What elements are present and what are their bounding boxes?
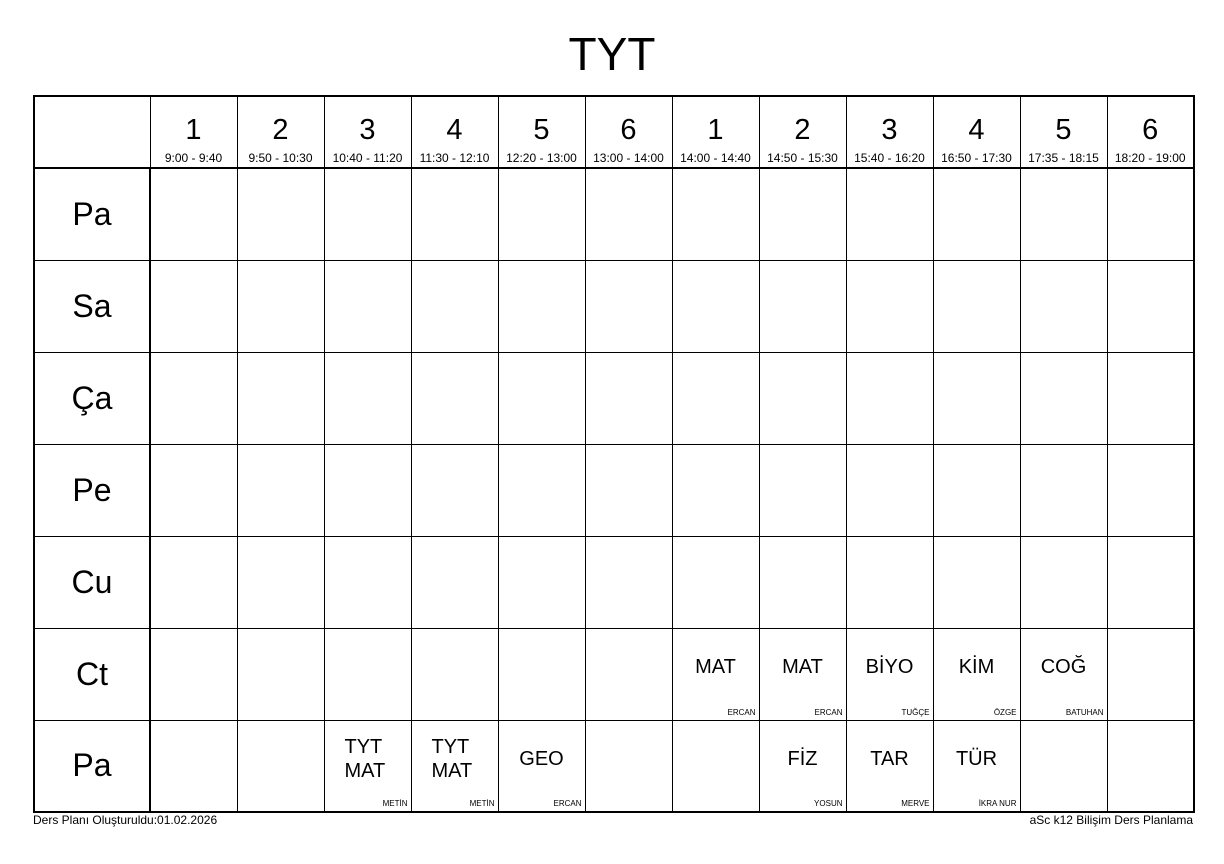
period-number: 6 xyxy=(1142,114,1159,146)
period-number: 3 xyxy=(881,114,898,146)
empty-lesson-cell xyxy=(672,720,759,812)
empty-lesson-cell xyxy=(150,352,237,444)
lesson-cell xyxy=(411,720,498,812)
empty-lesson-cell xyxy=(237,720,324,812)
empty-lesson-cell xyxy=(237,352,324,444)
empty-lesson-cell xyxy=(672,260,759,352)
lesson-cell xyxy=(759,628,846,720)
empty-lesson-cell xyxy=(585,168,672,260)
period-time: 10:40 - 11:20 xyxy=(332,151,403,165)
empty-lesson-cell xyxy=(237,168,324,260)
day-row xyxy=(34,168,1194,260)
empty-lesson-cell xyxy=(759,260,846,352)
period-time: 9:50 - 10:30 xyxy=(248,151,313,165)
subject-label: KİM xyxy=(958,656,995,678)
period-time: 14:00 - 14:40 xyxy=(680,151,751,165)
day-row xyxy=(34,720,1194,812)
period-time: 14:50 - 15:30 xyxy=(767,151,838,165)
subject-label: MAT xyxy=(782,656,823,678)
teacher-label: METİN xyxy=(469,799,495,808)
period-number: 4 xyxy=(446,114,463,146)
timetable xyxy=(33,95,1195,813)
empty-lesson-cell xyxy=(1107,168,1194,260)
day-name: Cu xyxy=(71,563,113,600)
teacher-label: ERCAN xyxy=(553,799,582,808)
day-cell xyxy=(34,352,150,444)
subject-label: TYT MAT xyxy=(344,735,386,782)
period-header xyxy=(672,96,759,168)
empty-lesson-cell xyxy=(498,352,585,444)
subject-label: MAT xyxy=(695,656,736,678)
empty-lesson-cell xyxy=(585,260,672,352)
empty-lesson-cell xyxy=(585,444,672,536)
page-title: TYT xyxy=(568,28,656,80)
teacher-label: ERCAN xyxy=(727,707,756,717)
empty-lesson-cell xyxy=(759,352,846,444)
period-number: 2 xyxy=(272,114,289,146)
empty-lesson-cell xyxy=(498,536,585,628)
empty-lesson-cell xyxy=(411,628,498,720)
day-cell xyxy=(34,444,150,536)
subject-label: TYT MAT xyxy=(431,735,473,782)
empty-lesson-cell xyxy=(237,260,324,352)
day-row xyxy=(34,444,1194,536)
empty-lesson-cell xyxy=(1020,444,1107,536)
day-row xyxy=(34,352,1194,444)
empty-lesson-cell xyxy=(1107,536,1194,628)
teacher-label: MERVE xyxy=(901,799,930,808)
empty-lesson-cell xyxy=(498,444,585,536)
day-row xyxy=(34,260,1194,352)
period-header xyxy=(585,96,672,168)
empty-lesson-cell xyxy=(324,536,411,628)
empty-lesson-cell xyxy=(846,444,933,536)
subject-label: COĞ xyxy=(1040,656,1087,678)
period-time: 9:00 - 9:40 xyxy=(164,151,223,165)
empty-lesson-cell xyxy=(846,352,933,444)
day-name: Pe xyxy=(72,471,112,508)
teacher-label: METİN xyxy=(382,799,408,808)
subject-label: TAR xyxy=(870,747,909,770)
empty-lesson-cell xyxy=(498,628,585,720)
empty-lesson-cell xyxy=(1020,260,1107,352)
period-header xyxy=(411,96,498,168)
lesson-cell xyxy=(759,720,846,812)
empty-lesson-cell xyxy=(846,168,933,260)
period-number: 2 xyxy=(794,114,811,146)
empty-lesson-cell xyxy=(672,444,759,536)
empty-lesson-cell xyxy=(150,168,237,260)
empty-lesson-cell xyxy=(846,260,933,352)
day-cell xyxy=(34,536,150,628)
empty-lesson-cell xyxy=(585,720,672,812)
period-header xyxy=(1020,96,1107,168)
empty-lesson-cell xyxy=(237,628,324,720)
empty-lesson-cell xyxy=(585,352,672,444)
period-time: 16:50 - 17:30 xyxy=(941,151,1012,165)
day-cell xyxy=(34,720,150,812)
empty-lesson-cell xyxy=(498,260,585,352)
empty-lesson-cell xyxy=(933,352,1020,444)
empty-lesson-cell xyxy=(150,444,237,536)
lesson-cell xyxy=(933,720,1020,812)
empty-lesson-cell xyxy=(1020,536,1107,628)
day-name: Sa xyxy=(72,287,112,324)
period-number: 6 xyxy=(620,114,637,146)
empty-lesson-cell xyxy=(1107,352,1194,444)
empty-lesson-cell xyxy=(933,444,1020,536)
empty-lesson-cell xyxy=(933,260,1020,352)
lesson-cell xyxy=(498,720,585,812)
period-time: 15:40 - 16:20 xyxy=(854,151,925,165)
period-number: 1 xyxy=(707,114,724,146)
period-time: 12:20 - 13:00 xyxy=(506,151,577,165)
day-name: Ça xyxy=(71,379,113,416)
period-number: 5 xyxy=(533,114,550,146)
empty-lesson-cell xyxy=(585,536,672,628)
empty-lesson-cell xyxy=(759,444,846,536)
empty-lesson-cell xyxy=(150,628,237,720)
empty-lesson-cell xyxy=(933,536,1020,628)
corner-cell xyxy=(34,96,150,168)
empty-lesson-cell xyxy=(759,536,846,628)
empty-lesson-cell xyxy=(237,536,324,628)
day-row xyxy=(34,536,1194,628)
teacher-label: ÖZGE xyxy=(993,707,1017,717)
subject-label: FİZ xyxy=(787,747,818,770)
lesson-cell xyxy=(1020,628,1107,720)
day-name: Ct xyxy=(76,655,108,692)
period-number: 5 xyxy=(1055,114,1072,146)
empty-lesson-cell xyxy=(1020,352,1107,444)
period-number: 1 xyxy=(185,114,202,146)
empty-lesson-cell xyxy=(411,260,498,352)
lesson-cell xyxy=(933,628,1020,720)
teacher-label: TUĞÇE xyxy=(901,707,930,717)
empty-lesson-cell xyxy=(411,536,498,628)
empty-lesson-cell xyxy=(1020,720,1107,812)
teacher-label: ERCAN xyxy=(814,707,843,717)
day-name: Pa xyxy=(72,747,112,784)
period-header xyxy=(846,96,933,168)
teacher-label: BATUHAN xyxy=(1065,707,1104,717)
period-time: 11:30 - 12:10 xyxy=(419,151,490,165)
empty-lesson-cell xyxy=(150,720,237,812)
empty-lesson-cell xyxy=(1020,168,1107,260)
period-number: 3 xyxy=(359,114,376,146)
subject-label: BİYO xyxy=(865,656,914,678)
period-time: 18:20 - 19:00 xyxy=(1114,151,1186,165)
period-header xyxy=(759,96,846,168)
empty-lesson-cell xyxy=(237,444,324,536)
day-cell xyxy=(34,168,150,260)
empty-lesson-cell xyxy=(411,168,498,260)
empty-lesson-cell xyxy=(846,536,933,628)
period-number: 4 xyxy=(968,114,985,146)
empty-lesson-cell xyxy=(150,260,237,352)
period-time: 13:00 - 14:00 xyxy=(593,151,664,165)
empty-lesson-cell xyxy=(324,628,411,720)
period-header xyxy=(150,96,237,168)
lesson-cell xyxy=(846,720,933,812)
day-cell xyxy=(34,260,150,352)
empty-lesson-cell xyxy=(150,536,237,628)
period-time: 17:35 - 18:15 xyxy=(1028,151,1099,165)
software-credit: aSc k12 Bilişim Ders Planlama xyxy=(1029,813,1193,827)
teacher-label: YOSUN xyxy=(814,799,843,808)
empty-lesson-cell xyxy=(411,352,498,444)
empty-lesson-cell xyxy=(1107,720,1194,812)
empty-lesson-cell xyxy=(498,168,585,260)
empty-lesson-cell xyxy=(324,168,411,260)
lesson-cell xyxy=(672,628,759,720)
empty-lesson-cell xyxy=(672,352,759,444)
empty-lesson-cell xyxy=(1107,444,1194,536)
empty-lesson-cell xyxy=(1107,628,1194,720)
period-header-row xyxy=(34,96,1194,168)
created-date-label: Ders Planı Oluşturuldu:01.02.2026 xyxy=(33,813,218,827)
period-header xyxy=(498,96,585,168)
subject-label: GEO xyxy=(519,747,564,770)
lesson-cell xyxy=(846,628,933,720)
empty-lesson-cell xyxy=(672,536,759,628)
day-name: Pa xyxy=(72,195,112,232)
empty-lesson-cell xyxy=(933,168,1020,260)
empty-lesson-cell xyxy=(1107,260,1194,352)
day-row xyxy=(34,628,1194,720)
empty-lesson-cell xyxy=(324,352,411,444)
period-header xyxy=(237,96,324,168)
empty-lesson-cell xyxy=(324,444,411,536)
teacher-label: İKRA NUR xyxy=(978,799,1017,808)
subject-label: TÜR xyxy=(955,747,998,770)
empty-lesson-cell xyxy=(411,444,498,536)
period-header xyxy=(324,96,411,168)
period-header xyxy=(933,96,1020,168)
day-cell xyxy=(34,628,150,720)
period-header xyxy=(1107,96,1194,168)
empty-lesson-cell xyxy=(672,168,759,260)
empty-lesson-cell xyxy=(759,168,846,260)
empty-lesson-cell xyxy=(324,260,411,352)
lesson-cell xyxy=(324,720,411,812)
empty-lesson-cell xyxy=(585,628,672,720)
